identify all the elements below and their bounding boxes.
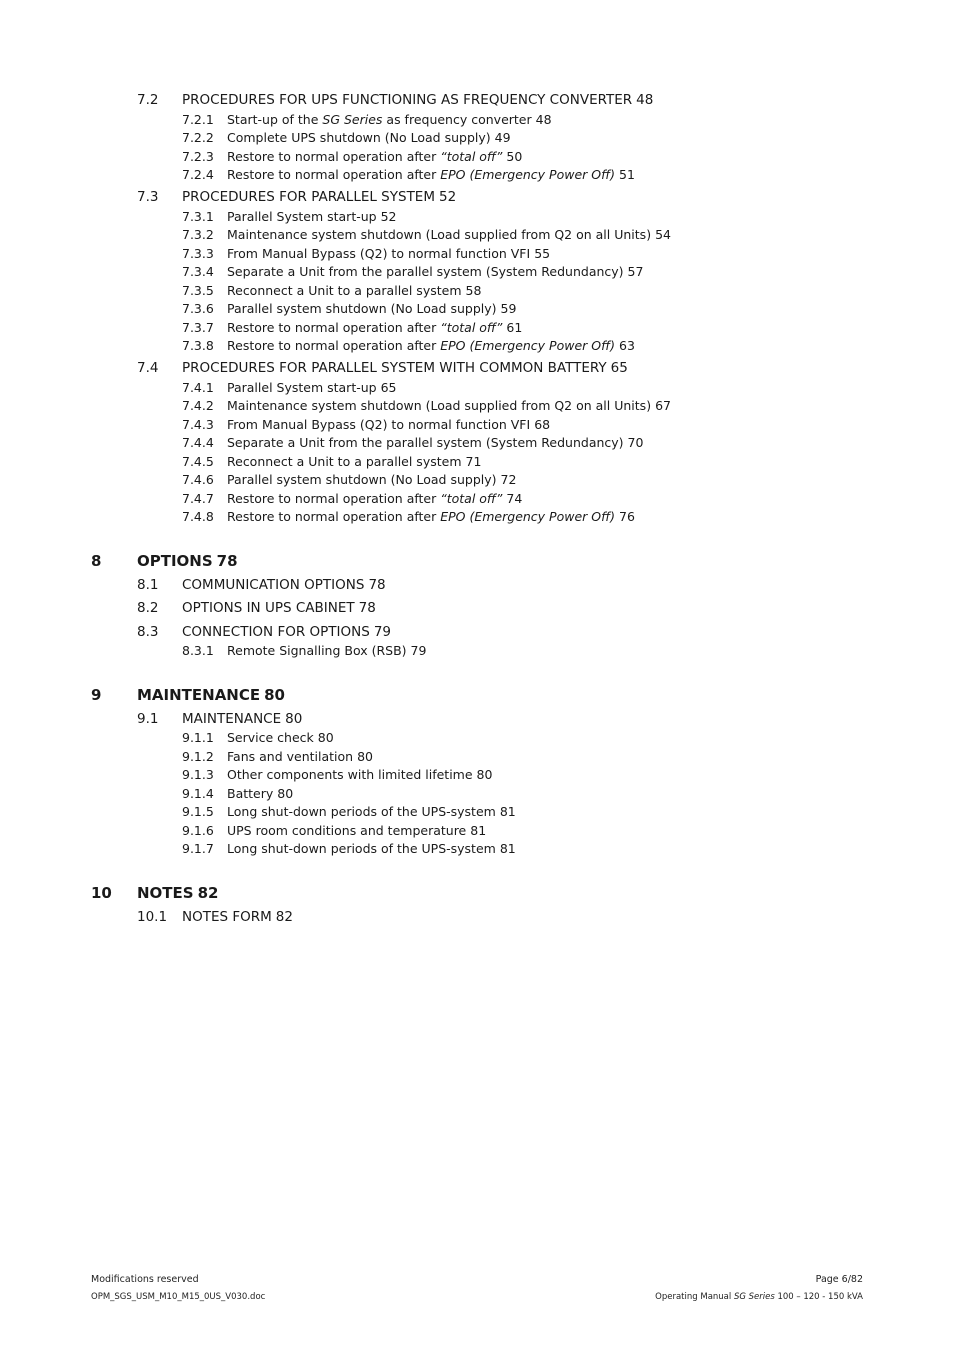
toc-entry-number: 7.4.3 (182, 416, 214, 432)
toc-entry-title-part: Fans and ventilation (227, 748, 354, 764)
toc-entry-title-part: Parallel system shutdown (No Load supply) (227, 472, 497, 487)
toc-entry-number: 7.3.1 (182, 208, 214, 224)
toc-entry-page: 48 (636, 92, 654, 108)
toc-entry-title-part: “total off” (440, 148, 503, 164)
toc-entry-page: 78 (216, 552, 238, 570)
toc-entry-page: 48 (535, 111, 552, 127)
toc-entry-number: 7.4 (137, 360, 159, 376)
toc-entry-title-part: “total off” (440, 490, 503, 506)
toc-entry-title-part: Remote Signalling Box (RSB) (227, 643, 407, 658)
toc-entry-page: 52 (380, 208, 397, 224)
toc-entry-number: 10.1 (137, 908, 168, 925)
toc-entry-title-part: EPO (Emergency Power Off) (440, 167, 616, 182)
toc-entry-number: 7.3.7 (182, 319, 214, 335)
toc-entry-number: 7.2.3 (182, 148, 214, 164)
toc-entry-title (137, 686, 260, 704)
toc-entry-number: 8.2 (137, 600, 159, 616)
toc-entry-number: 9.1 (137, 710, 159, 727)
toc-entry-number: 7.4.5 (182, 453, 214, 469)
toc-entry-number: 9 (91, 686, 102, 704)
toc-entry-title (182, 711, 281, 727)
toc-entry-number: 7.3.3 (182, 245, 214, 261)
toc-entry-title (227, 301, 497, 316)
toc-entry-page: 68 (534, 416, 551, 432)
toc-entry-title (227, 209, 377, 224)
toc-entry-page: 49 (494, 130, 511, 145)
toc-entry-title (227, 823, 466, 838)
toc-entry-title-part: MAINTENANCE (137, 686, 261, 704)
toc-entry-page: 52 (439, 189, 457, 205)
toc-entry-title (227, 130, 491, 145)
toc-entry-page: 80 (357, 748, 373, 764)
toc-entry-title (227, 749, 353, 764)
toc-entry-title-part: UPS room conditions and temperature (227, 822, 467, 838)
toc-entry-title (137, 552, 213, 570)
toc-entry-number: 7.2.1 (182, 111, 214, 127)
toc-entry-title-part: COMMUNICATION OPTIONS (182, 576, 365, 593)
footer-page-number: Page 6/82 (815, 1274, 863, 1285)
toc-entry-number: 7.4.2 (182, 398, 214, 413)
toc-entry-title (227, 149, 502, 164)
toc-entry-number: 9.1.5 (182, 804, 214, 819)
toc-entry-page: 78 (358, 600, 376, 616)
toc-entry-number: 7.4.8 (182, 509, 214, 524)
toc-entry-title (227, 804, 496, 819)
toc-entry-title-part: NOTES FORM (182, 908, 272, 925)
toc-entry-title-part: “total off” (440, 319, 503, 335)
toc-entry-title-part: EPO (Emergency Power Off) (440, 338, 616, 353)
toc-entry-title (227, 491, 502, 506)
toc-entry-title-part: Maintenance system shutdown (Load supplied from Q2 on all Units) (227, 398, 652, 413)
toc-entry-number: 7.4.4 (182, 435, 214, 450)
footer-manual-series: SG Series (733, 1292, 775, 1302)
toc-entry-page: 80 (476, 767, 493, 782)
toc-entry-page: 70 (627, 435, 644, 450)
toc-entry-number: 8 (91, 552, 102, 570)
toc-entry-title (227, 338, 615, 353)
toc-entry-page: 50 (506, 148, 523, 164)
toc-entry-title (182, 360, 607, 376)
toc-entry-title-part: Separate a Unit from the parallel system (System Redundancy) (227, 264, 624, 279)
toc-entry-title-part: PROCEDURES FOR PARALLEL SYSTEM WITH COMMON BATTERY (182, 360, 607, 376)
toc-entry-title (227, 730, 314, 745)
toc-entry-page: 74 (506, 490, 523, 506)
footer-modifications: Modifications reserved (91, 1274, 199, 1285)
toc-entry-number: 7.3.8 (182, 338, 214, 353)
toc-entry-title-part: CONNECTION FOR OPTIONS (182, 623, 370, 640)
toc-entry-title (227, 167, 615, 182)
toc-entry-title-part: Restore to normal operation after (227, 338, 441, 353)
toc-entry-title-part: Service check (227, 730, 314, 745)
toc-entry-page: 65 (380, 379, 397, 395)
toc-entry-title (227, 472, 497, 487)
toc-entry-title-part: Restore to normal operation after (227, 167, 441, 182)
toc-entry-page: 63 (619, 338, 635, 353)
footer-manual-title (655, 1292, 863, 1302)
toc-entry-title-part: From Manual Bypass (Q2) to normal function VFI (227, 416, 531, 432)
toc-entry-title-part: Separate a Unit from the parallel system (System Redundancy) (227, 435, 624, 450)
toc-entry-number: 7.2 (137, 92, 159, 108)
toc-entry-title-part: OPTIONS IN UPS CABINET (182, 600, 355, 616)
toc-entry-title (227, 380, 377, 395)
toc-entry-title (227, 767, 473, 782)
toc-entry-page: 57 (627, 264, 644, 279)
toc-entry-number: 8.3.1 (182, 643, 214, 658)
toc-entry-page: 67 (655, 398, 671, 413)
toc-entry-title-part: Long shut-down periods of the UPS-system (227, 841, 496, 856)
toc-entry-page: 58 (465, 282, 482, 298)
toc-entry-title-part: OPTIONS (137, 552, 213, 570)
toc-entry-title-part: Restore to normal operation after (227, 148, 441, 164)
toc-entry-page: 82 (275, 908, 293, 925)
toc-entry-title-part: Restore to normal operation after (227, 509, 441, 524)
toc-entry-page: 59 (500, 301, 517, 316)
toc-entry-title-part: EPO (Emergency Power Off) (440, 509, 616, 524)
toc-entry-title-part: Battery (227, 785, 274, 801)
toc-entry-title (227, 227, 651, 242)
toc-entry-title-part: Reconnect a Unit to a parallel system (227, 453, 462, 469)
toc-entry-title-part: Restore to normal operation after (227, 490, 441, 506)
toc-entry-title-part: SG Series (322, 111, 383, 127)
toc-entry-number: 9.1.6 (182, 822, 214, 838)
toc-entry-title (227, 264, 624, 279)
toc-entry-title-part: PROCEDURES FOR PARALLEL SYSTEM (182, 189, 435, 205)
toc-entry-title-part: Parallel system shutdown (No Load supply) (227, 301, 497, 316)
toc-entry-number: 9.1.3 (182, 767, 214, 782)
toc-entry-title-part: Parallel System start-up (227, 379, 377, 395)
toc-entry-page: 81 (470, 822, 487, 838)
toc-entry-page: 80 (317, 730, 334, 745)
toc-entry-title-part: Maintenance system shutdown (Load supplied from Q2 on all Units) (227, 227, 652, 242)
toc-entry-title (227, 417, 530, 432)
toc-entry-title (137, 884, 194, 902)
toc-entry-title (227, 786, 273, 801)
toc-entry-title (182, 600, 355, 616)
toc-entry-page: 72 (500, 472, 517, 487)
toc-entry-number: 9.1.7 (182, 841, 214, 856)
toc-entry-title-part: Long shut-down periods of the UPS-system (227, 804, 496, 819)
toc-entry-page: 55 (534, 245, 551, 261)
toc-entry-page: 82 (197, 884, 219, 902)
toc-entry-number: 8.1 (137, 576, 159, 593)
toc-entry-title-part: Restore to normal operation after (227, 319, 441, 335)
toc-entry-page: 80 (277, 785, 294, 801)
toc-entry-page: 54 (655, 227, 671, 242)
toc-entry-title (227, 454, 462, 469)
toc-entry-number: 7.4.7 (182, 490, 214, 506)
toc-entry-number: 7.2.4 (182, 167, 214, 182)
toc-entry-title (182, 909, 272, 925)
toc-entry-title-part: Complete UPS shutdown (No Load supply) (227, 130, 491, 145)
toc-entry-page: 79 (373, 623, 391, 640)
toc-entry-page: 80 (264, 686, 285, 704)
footer-manual-suffix: 100 – 120 - 150 kVA (774, 1292, 863, 1302)
toc-entry-page: 65 (610, 360, 628, 376)
toc-entry-title (227, 112, 532, 127)
toc-entry-page: 78 (368, 576, 386, 593)
toc-entry-title (182, 92, 632, 108)
toc-entry-title (227, 643, 407, 658)
toc-entry-page: 79 (410, 643, 427, 658)
toc-entry-page: 81 (499, 804, 516, 819)
toc-entry-title-part: Reconnect a Unit to a parallel system (227, 282, 462, 298)
toc-entry-number: 9.1.2 (182, 748, 214, 764)
toc-entry-number: 10 (91, 884, 112, 902)
toc-entry-number: 7.3.2 (182, 227, 214, 242)
toc-entry-title (227, 398, 651, 413)
toc-entry-number: 9.1.1 (182, 730, 214, 745)
toc-entry-number: 7.3.4 (182, 264, 214, 279)
toc-entry-title-part: MAINTENANCE (182, 710, 282, 727)
toc-entry-title (227, 841, 496, 856)
toc-entry-number: 7.4.1 (182, 379, 214, 395)
toc-entry-title (182, 189, 435, 205)
toc-entry-number: 7.3.6 (182, 301, 214, 316)
toc-entry-number: 7.3.5 (182, 282, 214, 298)
footer-filename: OPM_SGS_USM_M10_M15_0US_V030.doc (91, 1292, 266, 1302)
toc-entry-title-part: Parallel System start-up (227, 208, 377, 224)
toc-entry-page: 76 (619, 509, 635, 524)
toc-entry-title (227, 320, 502, 335)
toc-entry-title (227, 509, 615, 524)
toc-entry-number: 7.3 (137, 189, 159, 205)
toc-entry-title-part: Other components with limited lifetime (227, 767, 473, 782)
toc-entry-page: 81 (499, 841, 516, 856)
toc-entry-title (227, 246, 530, 261)
toc-entry-number: 7.4.6 (182, 472, 214, 487)
toc-entry-title (182, 624, 370, 640)
toc-entry-title-part: NOTES (137, 884, 194, 902)
toc-entry-page: 51 (619, 167, 635, 182)
toc-entry-title-part: From Manual Bypass (Q2) to normal function VFI (227, 245, 531, 261)
toc-entry-title-part: as frequency converter (382, 111, 532, 127)
footer-manual-prefix: Operating Manual (655, 1292, 734, 1302)
toc-entry-title-part: Start-up of the (227, 111, 323, 127)
toc-entry-title (227, 283, 462, 298)
toc-entry-page: 71 (465, 453, 482, 469)
toc-entry-title (227, 435, 624, 450)
toc-entry-number: 7.2.2 (182, 130, 214, 145)
toc-entry-number: 9.1.4 (182, 785, 214, 801)
toc-entry-page: 80 (285, 710, 303, 727)
toc-entry-page: 61 (506, 319, 523, 335)
toc-entry-title-part: PROCEDURES FOR UPS FUNCTIONING AS FREQUENCY CONVERTER (182, 92, 633, 108)
toc-entry-number: 8.3 (137, 623, 159, 640)
toc-entry-title (182, 577, 364, 593)
